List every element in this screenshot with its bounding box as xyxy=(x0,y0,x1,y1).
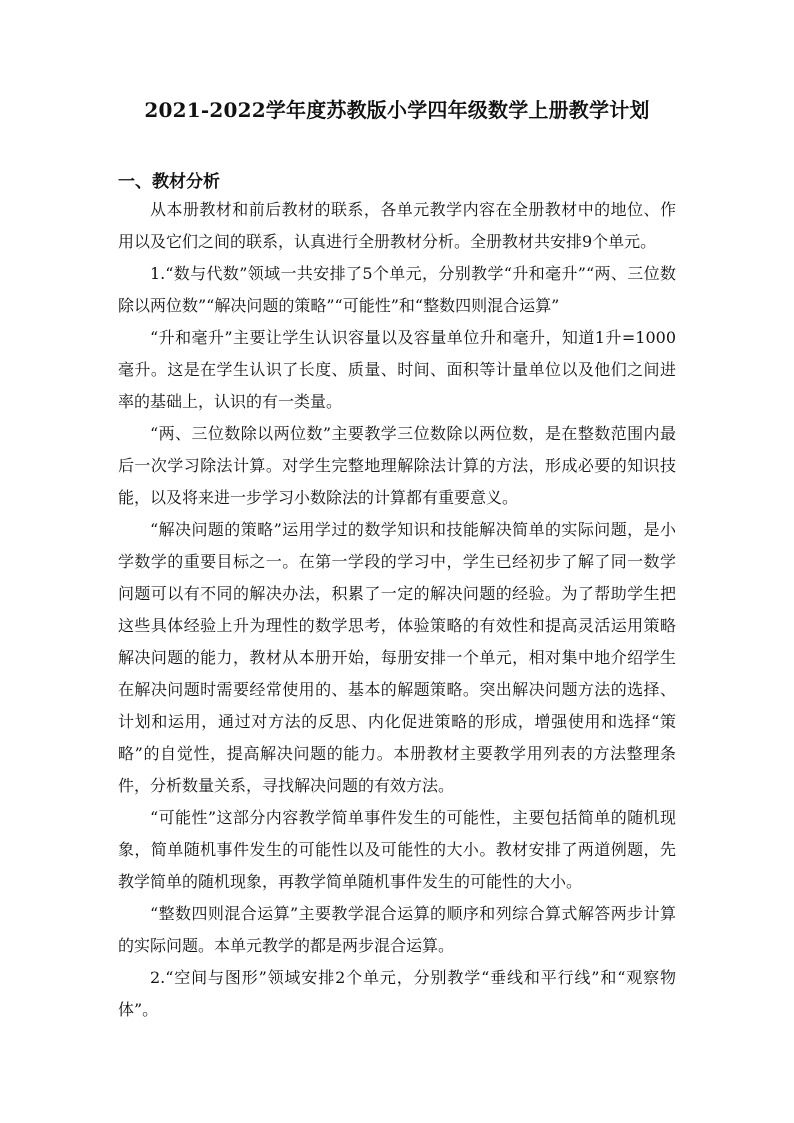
paragraph-space-geometry: 2.“空间与图形”领域安排2个单元，分别教学“垂线和平行线”和“观察物体”。 xyxy=(118,968,676,1019)
paragraph-division: “两、三位数除以两位数”主要教学三位数除以两位数，是在整数范围内最后一次学习除法计算。对学生完整地理解除法计算的方法，形成必要的知识技能，以及将来进一步学习小数除法的计算都有重要意义。 xyxy=(118,424,676,507)
paragraph-liters-milliliters: “升和毫升”主要让学生认识容量以及容量单位升和毫升，知道1升=1000毫升。这是在学生认识了长度、质量、时间、面积等计量单位以及他们之间进率的基础上，认识的有一类量。 xyxy=(118,328,676,411)
document-title: 2021-2022学年度苏教版小学四年级数学上册教学计划 xyxy=(144,98,650,122)
paragraph-possibility: “可能性”这部分内容教学简单事件发生的可能性，主要包括简单的随机现象，简单随机事件发生的可能性以及可能性的大小。教材安排了两道例题，先教学简单的随机现象，再教学简单随机事件发生的可能性的大小。 xyxy=(118,808,676,891)
paragraph-intro: 从本册教材和前后教材的联系，各单元教学内容在全册教材中的地位、作用以及它们之间的联系，认真进行全册教材分析。全册教材共安排9个单元。 xyxy=(118,200,676,251)
paragraph-problem-solving-strategies: “解决问题的策略”运用学过的数学知识和技能解决简单的实际问题，是小学数学的重要目标之一。在第一学段的学习中，学生已经初步了解了同一数学问题可以有不同的解决办法，积累了一定的解决问题的经验。为了帮助学生把这些具体经验上升为理性的数学思考，体验策略的有效性和提高灵活运用策略解决问题的能力，教材从本册开始，每册安排一个单元，相对集中地介绍学生在解决问题时需要经常使用的、基本的解题策略。突出解决问题方法的选择、计划和运用，通过对方法的反思、内化促进策略的形成，增强使用和选择“策略”的自觉性，提高解决问题的能力。本册教材主要教学用列表的方法整理条件，分析数量关系，寻找解决问题的有效方法。 xyxy=(118,520,676,795)
section-heading-textbook-analysis: 一、教材分析 xyxy=(118,172,220,192)
paragraph-mixed-operations: “整数四则混合运算”主要教学混合运算的顺序和列综合算式解答两步计算的实际问题。本单元教学的都是两步混合运算。 xyxy=(118,904,676,955)
paragraph-number-algebra: 1.“数与代数”领域一共安排了5个单元，分别教学“升和毫升”“两、三位数除以两位数”“解决问题的策略”“可能性”和“整数四则混合运算” xyxy=(118,264,676,315)
